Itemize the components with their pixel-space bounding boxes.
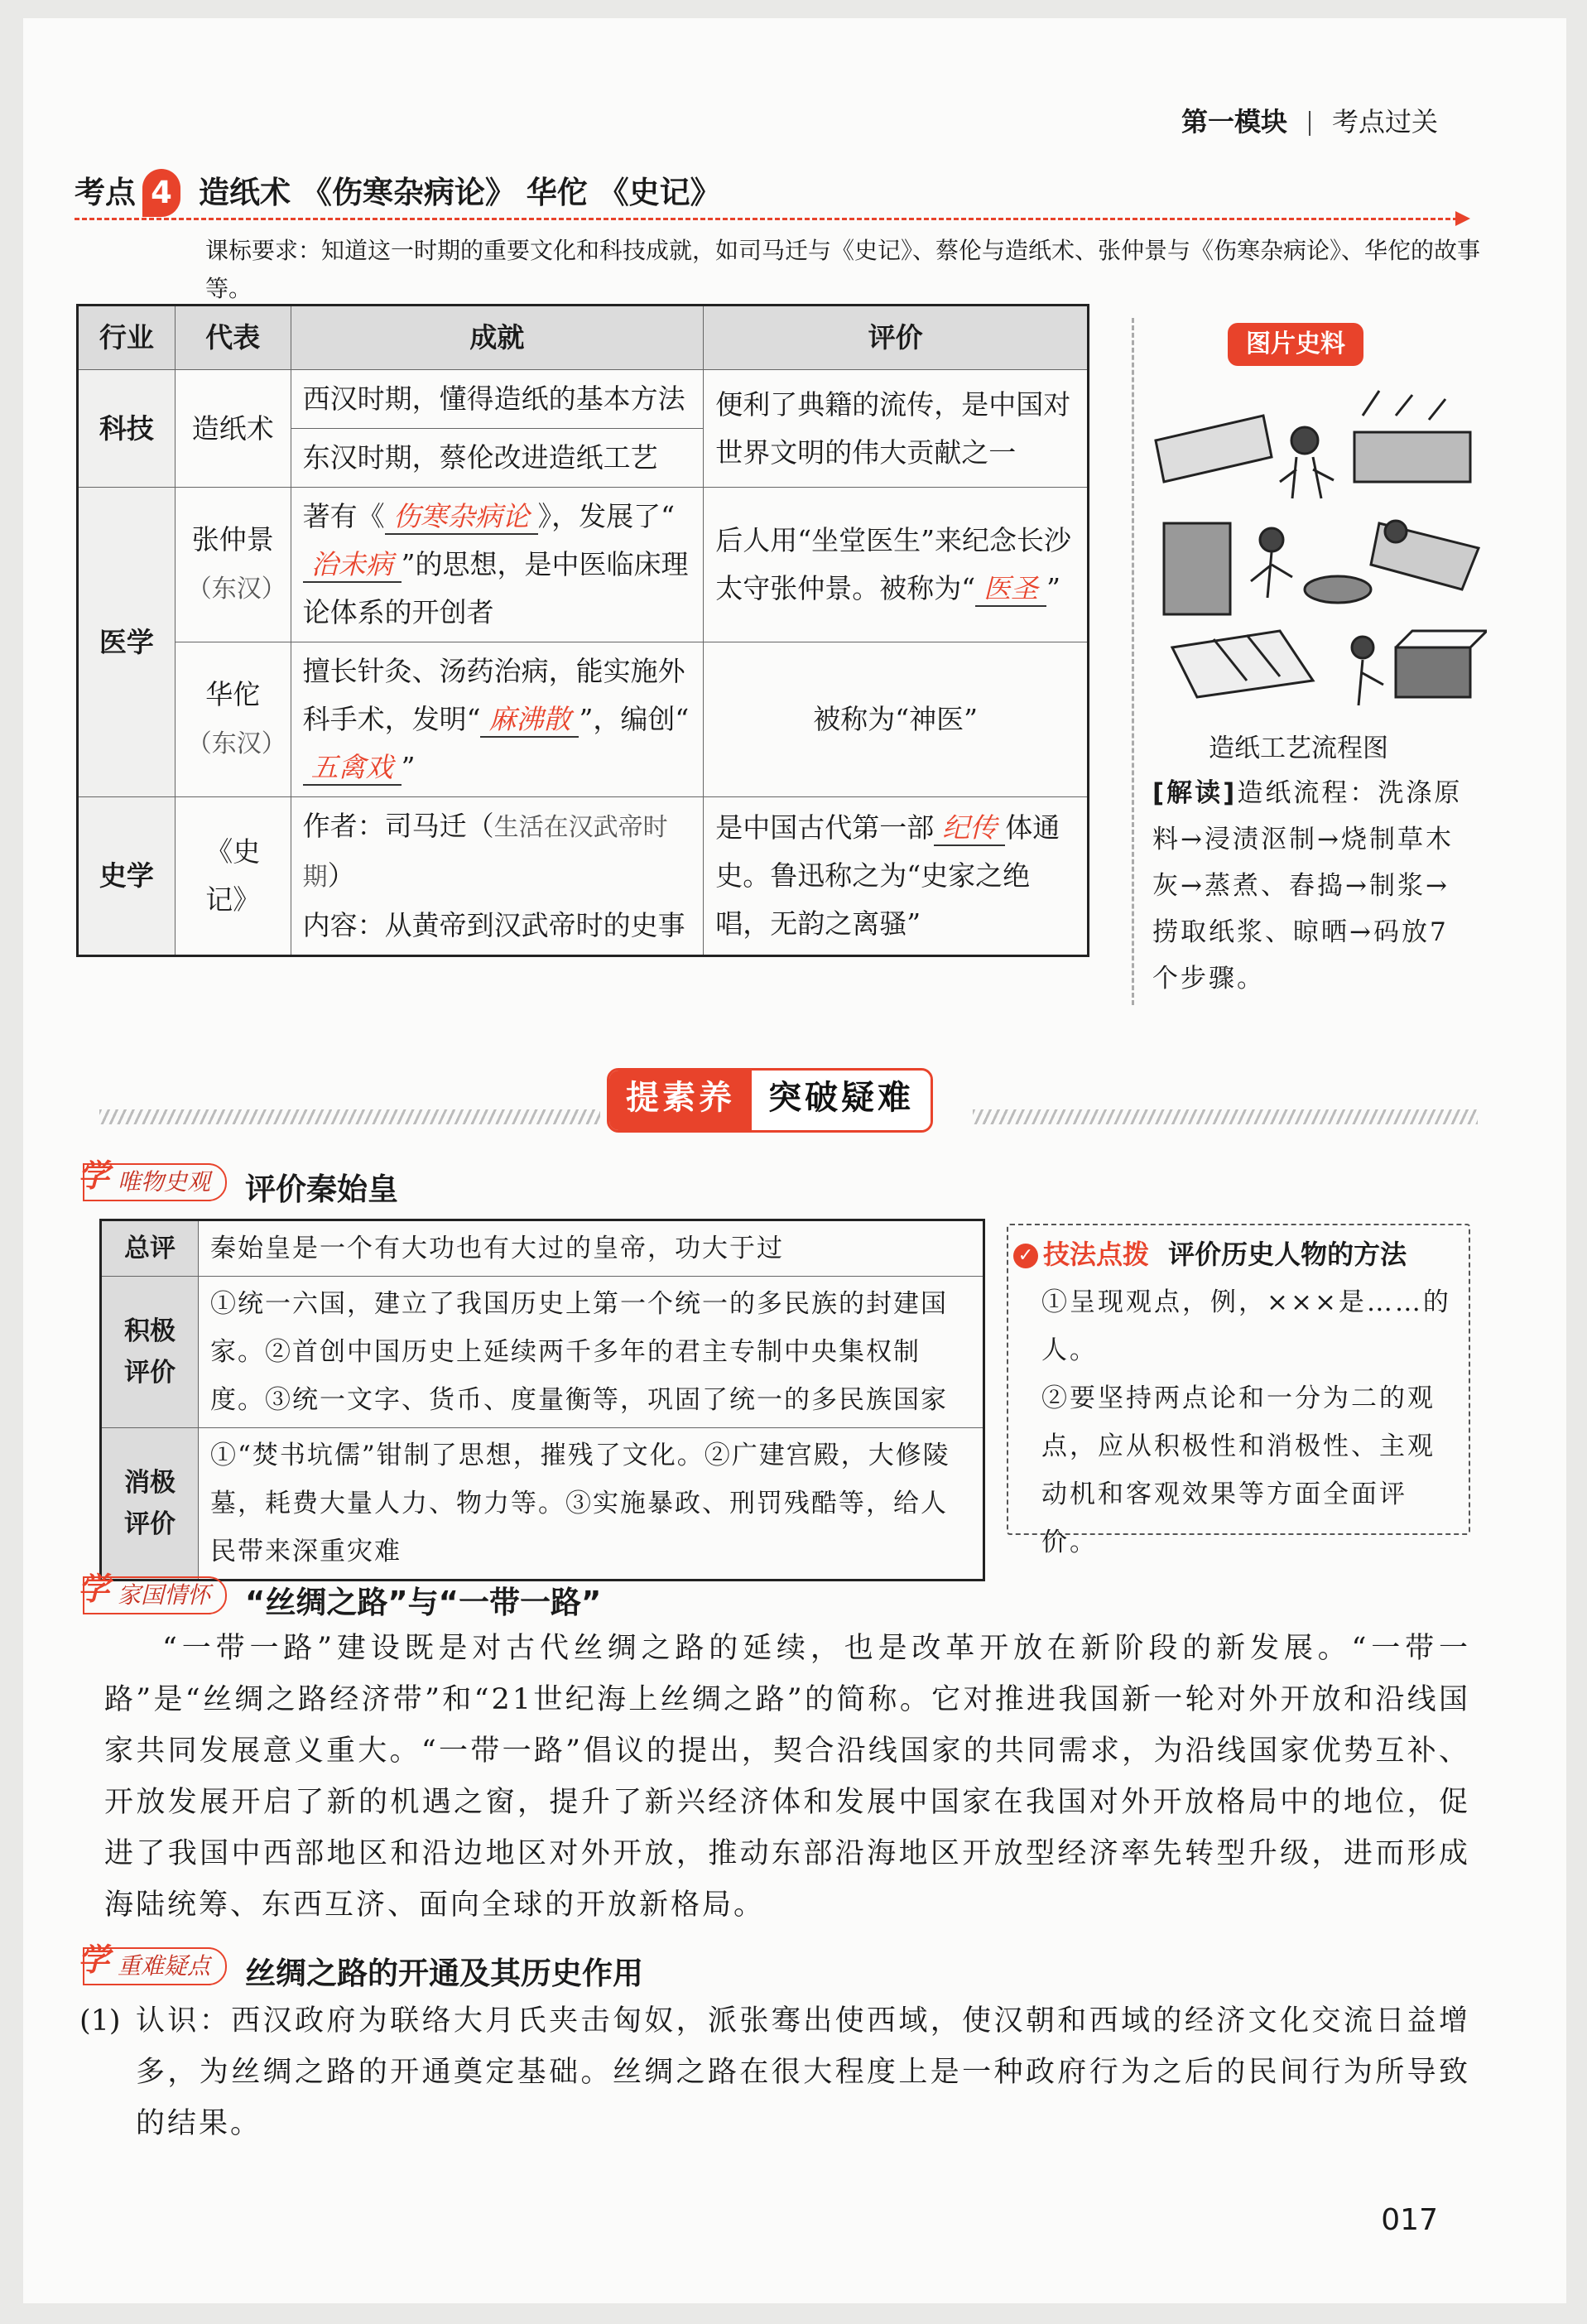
evaluation-cell	[704, 797, 1089, 956]
road-tag: 学 重难疑点	[83, 1947, 227, 1985]
table-row	[101, 1277, 984, 1428]
industry-cell: 科技	[78, 370, 176, 488]
qin-tag: 学 唯物史观	[83, 1163, 227, 1201]
module-label: 第一模块	[1181, 106, 1287, 137]
picture-interpretation	[1152, 770, 1475, 1002]
text-run: ”	[1046, 572, 1060, 604]
table-row	[78, 797, 1089, 956]
text-run: 擅长针灸、汤药治病，能实施外科手术，发明“	[302, 655, 685, 735]
road-section-label	[83, 1947, 644, 1991]
silk-paragraph: “一带一路”建设既是对古代丝绸之路的延续，也是改革开放在新阶段的新发展。“一带一路”是“丝绸之路经济带”和“21世纪海上丝绸之路”的简称。它对推进我国新一轮对外开放和沿线国家共同发展意义重大。“一带一路”倡议的提出，契合沿线国家的共同需求，为沿线国家优势互补、开放发展开启了新的机遇之窗，提升了新兴经济体和发展中国家在我国对外开放格局中的地位，促进了我国中西部地区和沿边地区对外开放，推动东部沿海地区开放型经济率先转型升级，进而形成海陆统筹、东西互济、面向全球的开放新格局。	[104, 1632, 1470, 1922]
text-run: 是中国古代第一部	[715, 811, 935, 844]
topic-number-badge: 4	[142, 169, 180, 217]
road-paragraph: 认识：西汉政府为联络大月氏夹击匈奴，派张骞出使西域，使汉朝和西域的经济文化交流日益增多，为丝绸之路的开通奠定基础。丝绸之路在很大程度上是一种政府行为之后的民间行为所导致的结果。	[136, 2004, 1470, 2140]
industry-cell: 医学	[78, 488, 176, 797]
col-header: 评价	[704, 306, 1089, 370]
silk-tag: 学 家国情怀	[83, 1576, 227, 1614]
papermaking-process-illustration	[1147, 383, 1487, 730]
table-row	[78, 642, 1089, 797]
method-point-1: ①呈现观点，例，×××是……的人。	[1041, 1287, 1451, 1365]
row-key: 消极评价	[101, 1428, 199, 1581]
answer-blank: 纪传	[934, 811, 1005, 846]
text-run: ”	[401, 751, 416, 783]
section-label: 考点过关	[1331, 106, 1438, 137]
achievement-cell: 西汉时期，懂得造纸的基本方法	[291, 370, 704, 429]
table-row	[101, 1428, 984, 1581]
banner-stripes-right	[973, 1109, 1478, 1124]
topic-arrow-line	[75, 218, 1465, 220]
row-value: 秦始皇是一个有大功也有大过的皇帝，功大于过	[199, 1220, 984, 1277]
side-divider	[1132, 318, 1134, 1005]
silk-title: “丝绸之路”与“一带一路”	[245, 1584, 602, 1620]
representative-cell	[175, 642, 291, 797]
interpretation-label: [解读]	[1152, 778, 1238, 808]
evaluation-cell: 便利了典籍的流传，是中国对世界文明的伟大贡献之一	[704, 370, 1089, 488]
representative-cell: 《史记》	[175, 797, 291, 956]
answer-blank: 伤寒杂病论	[385, 500, 538, 535]
rep-name: 张仲景	[191, 523, 274, 556]
banner-left-text: 提素养	[609, 1071, 752, 1130]
silk-section-label	[83, 1576, 602, 1620]
rep-name: 华佗	[205, 678, 261, 710]
answer-blank: 医圣	[975, 572, 1046, 607]
row-key: 总评	[101, 1220, 199, 1277]
col-header: 成就	[291, 306, 704, 370]
achievement-cell: 东汉时期，蔡伦改进造纸工艺	[291, 429, 704, 488]
evaluation-cell	[704, 488, 1089, 642]
page-number: 017	[1381, 2203, 1438, 2237]
table-header-row	[78, 306, 1089, 370]
tip-icon: ✓	[1013, 1244, 1038, 1268]
achievement-cell	[291, 642, 704, 797]
road-item-number: (1)	[79, 2004, 121, 2038]
picture-source-tag: 图片史料	[1228, 323, 1363, 366]
method-point-2: ②要坚持两点论和一分为二的观点，应从积极性和消极性、主观动机和客观效果等方面全面评价。	[1041, 1383, 1436, 1557]
method-tip-header	[1013, 1234, 1407, 1272]
text-run: ”，编创“	[579, 703, 690, 735]
method-tag: 技法点拨	[1043, 1239, 1150, 1270]
table-row	[78, 488, 1089, 642]
method-title: 评价历史人物的方法	[1168, 1239, 1407, 1270]
representative-cell	[175, 488, 291, 642]
table-row	[101, 1220, 984, 1277]
achievement-cell	[291, 488, 704, 642]
rep-era: （东汉）	[186, 729, 286, 758]
row-value: ①统一六国，建立了我国历史上第一个统一的多民族的封建国家。②首创中国历史上延续两千多年的君主专制中央集权制度。③统一文字、货币、度量衡等，巩固了统一的多民族国家	[199, 1277, 984, 1428]
answer-blank: 治未病	[303, 548, 402, 583]
page	[23, 18, 1566, 2303]
representative-cell: 造纸术	[175, 370, 291, 488]
topic-heading: 造纸术 《伤寒杂病论》 华佗 《史记》	[199, 175, 721, 210]
col-header: 行业	[78, 306, 176, 370]
answer-blank: 五禽戏	[303, 751, 402, 786]
achievement-cell	[291, 797, 704, 956]
text-run: 著有《	[302, 500, 385, 532]
table-row	[78, 370, 1089, 429]
method-body	[1041, 1278, 1455, 1566]
text-run: 生活在汉武帝时期	[302, 813, 668, 892]
picture-caption: 造纸工艺流程图	[1209, 734, 1388, 763]
header-divider	[1309, 111, 1310, 136]
evaluation-cell: 被称为“神医”	[704, 642, 1089, 797]
achievements-table	[76, 304, 1089, 957]
method-tip-box	[1007, 1224, 1470, 1557]
text-run: ）	[327, 859, 355, 892]
text-run: 体通史。鲁迅称之为“史家之绝唱，无韵之离骚”	[715, 811, 1060, 940]
text-run: 后人用“坐堂医生”来纪念长沙太守张仲景。被称为“	[715, 524, 1071, 604]
road-title: 丝绸之路的开通及其历史作用	[245, 1955, 644, 1991]
qin-title: 评价秦始皇	[245, 1171, 399, 1207]
text-run: 》，发展了“	[537, 500, 675, 532]
qin-section-label	[83, 1163, 399, 1207]
banner-right-text: 突破疑难	[752, 1071, 931, 1130]
text-run: 作者：司马迁（	[302, 810, 494, 842]
banner-stripes-left	[99, 1109, 600, 1124]
row-value: ①“焚书坑儒”钳制了思想，摧残了文化。②广建宫殿，大修陵墓，耗费大量人力、物力等。③实施暴政、刑罚残酷等，给人民带来深重灾难	[199, 1428, 984, 1581]
answer-blank: 麻沸散	[480, 703, 579, 738]
row-key: 积极评价	[101, 1277, 199, 1428]
text-run: ”的思想，是中医临床理论体系的开创者	[302, 548, 689, 628]
topic-prefix: 考点	[75, 175, 136, 210]
interpretation-text: 造纸流程：洗涤原料→浸渍沤制→烧制草木灰→蒸煮、舂捣→制浆→捞取纸浆、晾晒→码放7个步骤。	[1152, 778, 1463, 994]
col-header: 代表	[175, 306, 291, 370]
text-run: 内容：从黄帝到汉武帝时的史事	[302, 909, 685, 941]
curriculum-requirement: 课标要求：知道这一时期的重要文化和科技成就，如司马迁与《史记》、蔡伦与造纸术、张仲景与《伤寒杂病论》、华佗的故事等。	[205, 237, 1481, 302]
rep-era: （东汉）	[186, 575, 286, 604]
section-banner	[607, 1068, 933, 1133]
industry-cell: 史学	[78, 797, 176, 956]
page-header	[1181, 101, 1438, 139]
qin-evaluation-table	[99, 1219, 985, 1581]
topic-title	[75, 167, 721, 217]
